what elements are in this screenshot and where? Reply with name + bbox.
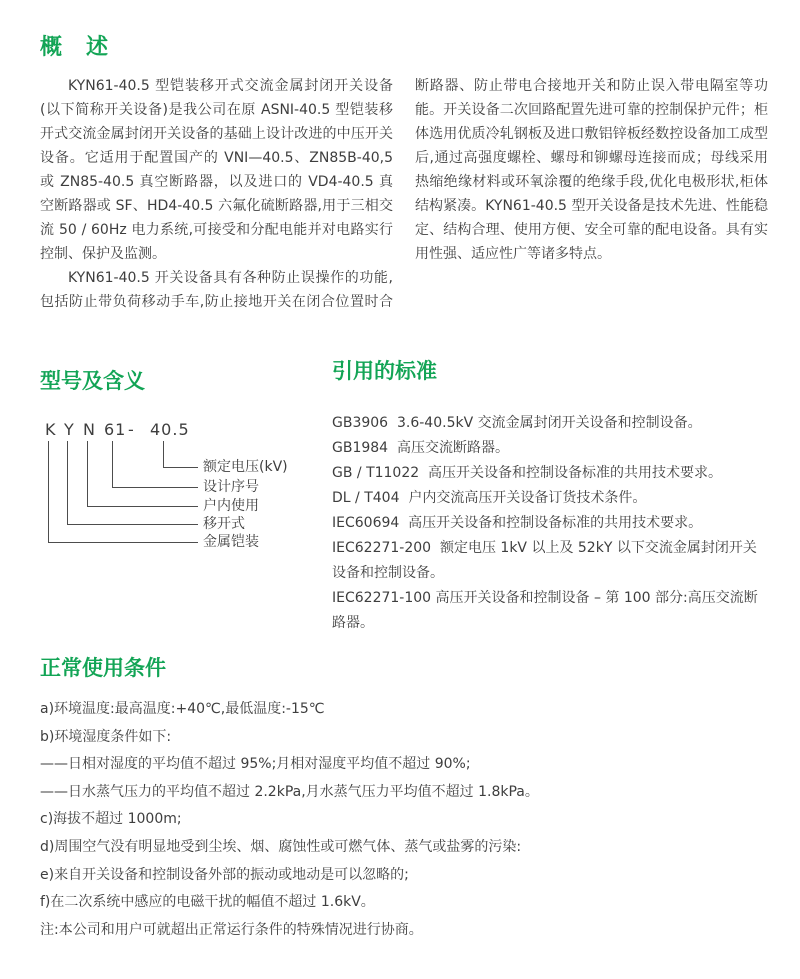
condition-item-c: c)海拔不超过 1000m;	[40, 811, 182, 828]
condition-item-humidity-daily: ——日相对湿度的平均值不超过 95%;月相对湿度平均值不超过 90%;	[40, 756, 471, 773]
condition-item-e: e)来自开关设备和控制设备外部的振动或地动是可以忽略的;	[40, 866, 409, 883]
conditions-heading: 正常使用条件	[40, 656, 166, 680]
model-code-part-61: 61	[104, 420, 127, 439]
standard-item: GB3906 3.6-40.5kV 交流金属封闭开关设备和控制设备。	[332, 415, 702, 431]
conditions-section	[40, 656, 768, 944]
model-heading: 型号及含义	[40, 369, 145, 393]
model-code-part-dash: -	[128, 420, 135, 439]
model-label-rated-voltage: 额定电压(kV)	[203, 459, 288, 475]
overview-paragraph-1: KYN61-40.5 型铠装移开式交流金属封闭开关设备(以下简称开关设备)是我公司在原 ASNI-40.5 型铠装移开式交流金属封闭开关设备的基础上设计改进的中压开关设备。它适用于配置国产的 VNI—40.5、ZN85B-40,5 或 ZN85-40.5 真空断路器，以及进口的 VD4-40.5 真空断路器或 SF、HD4-40.5 六氟化硫断路器,用于三相交流 50 / 60Hz 电力系统,可接受和分配电能并对电路实行控制、保护及监测。	[40, 78, 393, 262]
standards-list	[332, 411, 768, 636]
model-and-standards-row	[40, 359, 768, 636]
model-code-part-y: Y	[64, 420, 75, 439]
model-label-metal-clad: 金属铠装	[203, 534, 259, 550]
standards-section	[332, 359, 768, 636]
standard-item: IEC62271-100 高压开关设备和控制设备 – 第 100 部分:高压交流断路器。	[332, 590, 758, 631]
model-label-design-serial: 设计序号	[203, 479, 259, 495]
condition-item-vapor-pressure: ——日水蒸气压力的平均值不超过 2.2kPa,月水蒸气压力平均值不超过 1.8kPa。	[40, 783, 539, 800]
condition-note: 注:本公司和用户可就超出正常运行条件的特殊情况进行协商。	[40, 921, 423, 938]
model-code-part-n: N	[83, 420, 96, 439]
overview-heading: 概 述	[40, 35, 110, 60]
model-code-part-k: K	[45, 420, 57, 439]
model-designation-section	[40, 359, 332, 636]
condition-item-b: b)环境湿度条件如下:	[40, 728, 172, 745]
model-code-part-405: 40.5	[150, 420, 190, 439]
standard-item: GB1984 高压交流断路器。	[332, 440, 509, 456]
standards-heading: 引用的标准	[332, 359, 437, 383]
model-designation-diagram	[40, 421, 332, 561]
standard-item: GB / T11022 高压开关设备和控制设备标准的共用技术要求。	[332, 465, 723, 481]
standard-item: IEC62271-200 额定电压 1kV 以上及 52kY 以下交流金属封闭开关设备和控制设备。	[332, 540, 757, 581]
condition-item-a: a)环境温度:最高温度:+40℃,最低温度:-15℃	[40, 701, 325, 717]
model-label-withdrawable: 移开式	[203, 516, 245, 532]
standard-item: DL / T404 户内交流高压开关设备订货技术条件。	[332, 490, 647, 506]
overview-paragraph-2: KYN61-40.5 开关设备具有各种防止误操作的功能,包括防止带负荷移动手车,防止接地开关在闭合位置时合断路器、防止带电合接地开关和防止误入带电隔室等功能。开关设备二次回路配置先进可靠的控制保护元件；柜体选用优质冷轧钢板及进口敷铝锌板经数控设备加工成型后,通过高强度螺栓、螺母和铆螺母连接而成；母线采用热缩绝缘材料或环氧涂覆的绝缘手段,优化电极形状,柜体结构紧凑。KYN61-40.5 型开关设备是技术先进、性能稳定、结构合理、使用方便、安全可靠的配电设备。具有实用性强、适应性广等诸多特点。	[40, 78, 768, 310]
standard-item: IEC60694 高压开关设备和控制设备标准的共用技术要求。	[332, 515, 703, 531]
overview-section	[40, 36, 768, 316]
overview-text-columns	[40, 74, 768, 316]
condition-item-f: f)在二次系统中感应的电磁干扰的幅值不超过 1.6kV。	[40, 894, 375, 911]
conditions-list	[40, 696, 768, 944]
condition-item-d: d)周围空气没有明显地受到尘埃、烟、腐蚀性或可燃气体、蒸气或盐雾的污染:	[40, 838, 522, 855]
model-label-indoor-use: 户内使用	[203, 498, 259, 514]
connector-line-rated-voltage	[163, 441, 198, 468]
